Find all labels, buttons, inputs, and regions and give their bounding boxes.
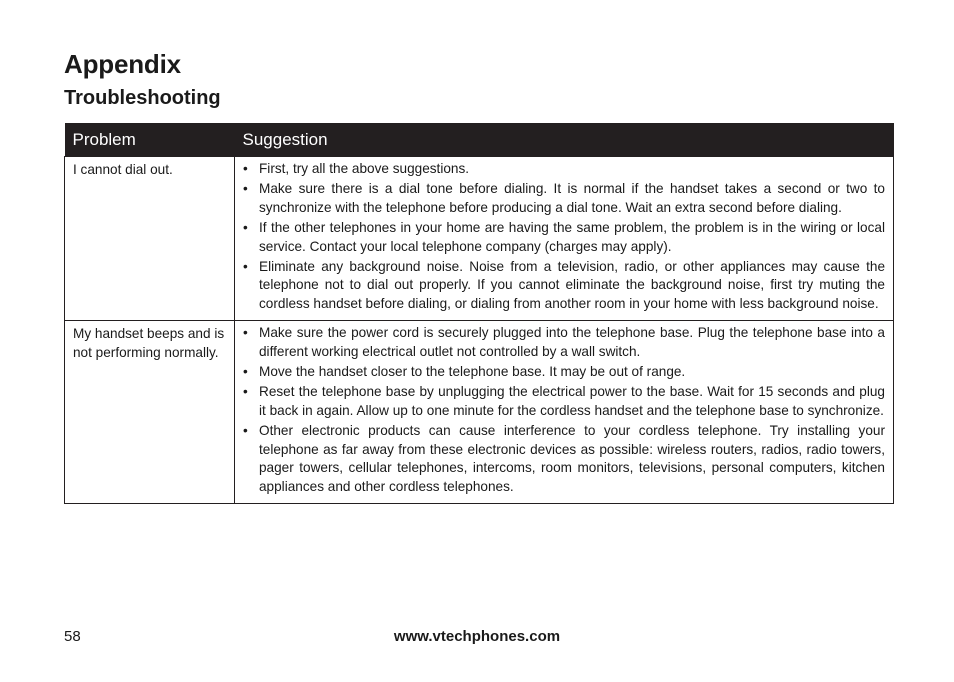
bullet-icon: • (243, 259, 248, 275)
suggestion-item (243, 258, 885, 313)
table-row (65, 321, 894, 504)
suggestion-item (243, 324, 885, 361)
page-title: Appendix (64, 49, 181, 79)
suggestion-item (243, 383, 885, 420)
suggestion-text: Other electronic products can cause interference to your cordless telephone. Try installing your telephone as far away from these electronic devices as possible: wireless routers, radios, radio towers, pager towers, cellular telephones, intercoms, room monitors, televisions, personal computers, kitchen appliances and other cordless telephones. (259, 423, 885, 494)
suggestion-item (243, 363, 885, 381)
suggestion-text: Move the handset closer to the telephone base. It may be out of range. (259, 364, 686, 380)
suggestion-list (243, 160, 885, 313)
column-header-suggestion: Suggestion (235, 123, 894, 157)
section-title: Troubleshooting (64, 87, 221, 109)
column-header-problem: Problem (65, 123, 235, 157)
suggestion-text: Reset the telephone base by unplugging the electrical power to the base. Wait for 15 seconds and plug it back in again. Allow up to one minute for the cordless handset and the telephone base to synchronize. (259, 384, 885, 418)
suggestion-item (243, 422, 885, 496)
website-url: www.vtechphones.com (393, 628, 561, 645)
suggestion-text: Make sure there is a dial tone before dialing. It is normal if the handset takes a second or two to synchronize with the telephone before producing a dial tone. Wait an extra second before dialing. (259, 181, 885, 215)
bullet-icon: • (243, 423, 248, 439)
suggestion-text: Make sure the power cord is securely plugged into the telephone base. Plug the telephone base into a different working electrical outlet not controlled by a wall switch. (259, 325, 885, 359)
suggestion-text: First, try all the above suggestions. (259, 161, 470, 176)
suggestion-cell (235, 157, 894, 321)
suggestion-text: Eliminate any background noise. Noise from a television, radio, or other appliances may cause the telephone not to dial out properly. If you cannot eliminate the background noise, first try muting the cordless handset before dialing, or dialing from another room in your home with less background noise. (259, 259, 885, 311)
bullet-icon: • (243, 364, 248, 380)
bullet-icon: • (243, 181, 248, 197)
bullet-icon: • (243, 161, 248, 176)
page-number: 58 (64, 628, 81, 645)
bullet-icon: • (243, 220, 248, 236)
suggestion-list (243, 324, 885, 496)
problem-cell: I cannot dial out. (65, 157, 235, 321)
bullet-icon: • (243, 325, 248, 341)
suggestion-item (243, 180, 885, 217)
troubleshooting-table (64, 123, 894, 504)
suggestion-item (243, 160, 885, 178)
suggestion-text: If the other telephones in your home are having the same problem, the problem is in the wiring or local service. Contact your local telephone company (charges may apply). (259, 220, 885, 254)
table-row (65, 157, 894, 321)
table-header-row (65, 123, 894, 157)
suggestion-item (243, 219, 885, 256)
problem-cell: My handset beeps and is not performing normally. (65, 321, 235, 504)
bullet-icon: • (243, 384, 248, 400)
suggestion-cell (235, 321, 894, 504)
